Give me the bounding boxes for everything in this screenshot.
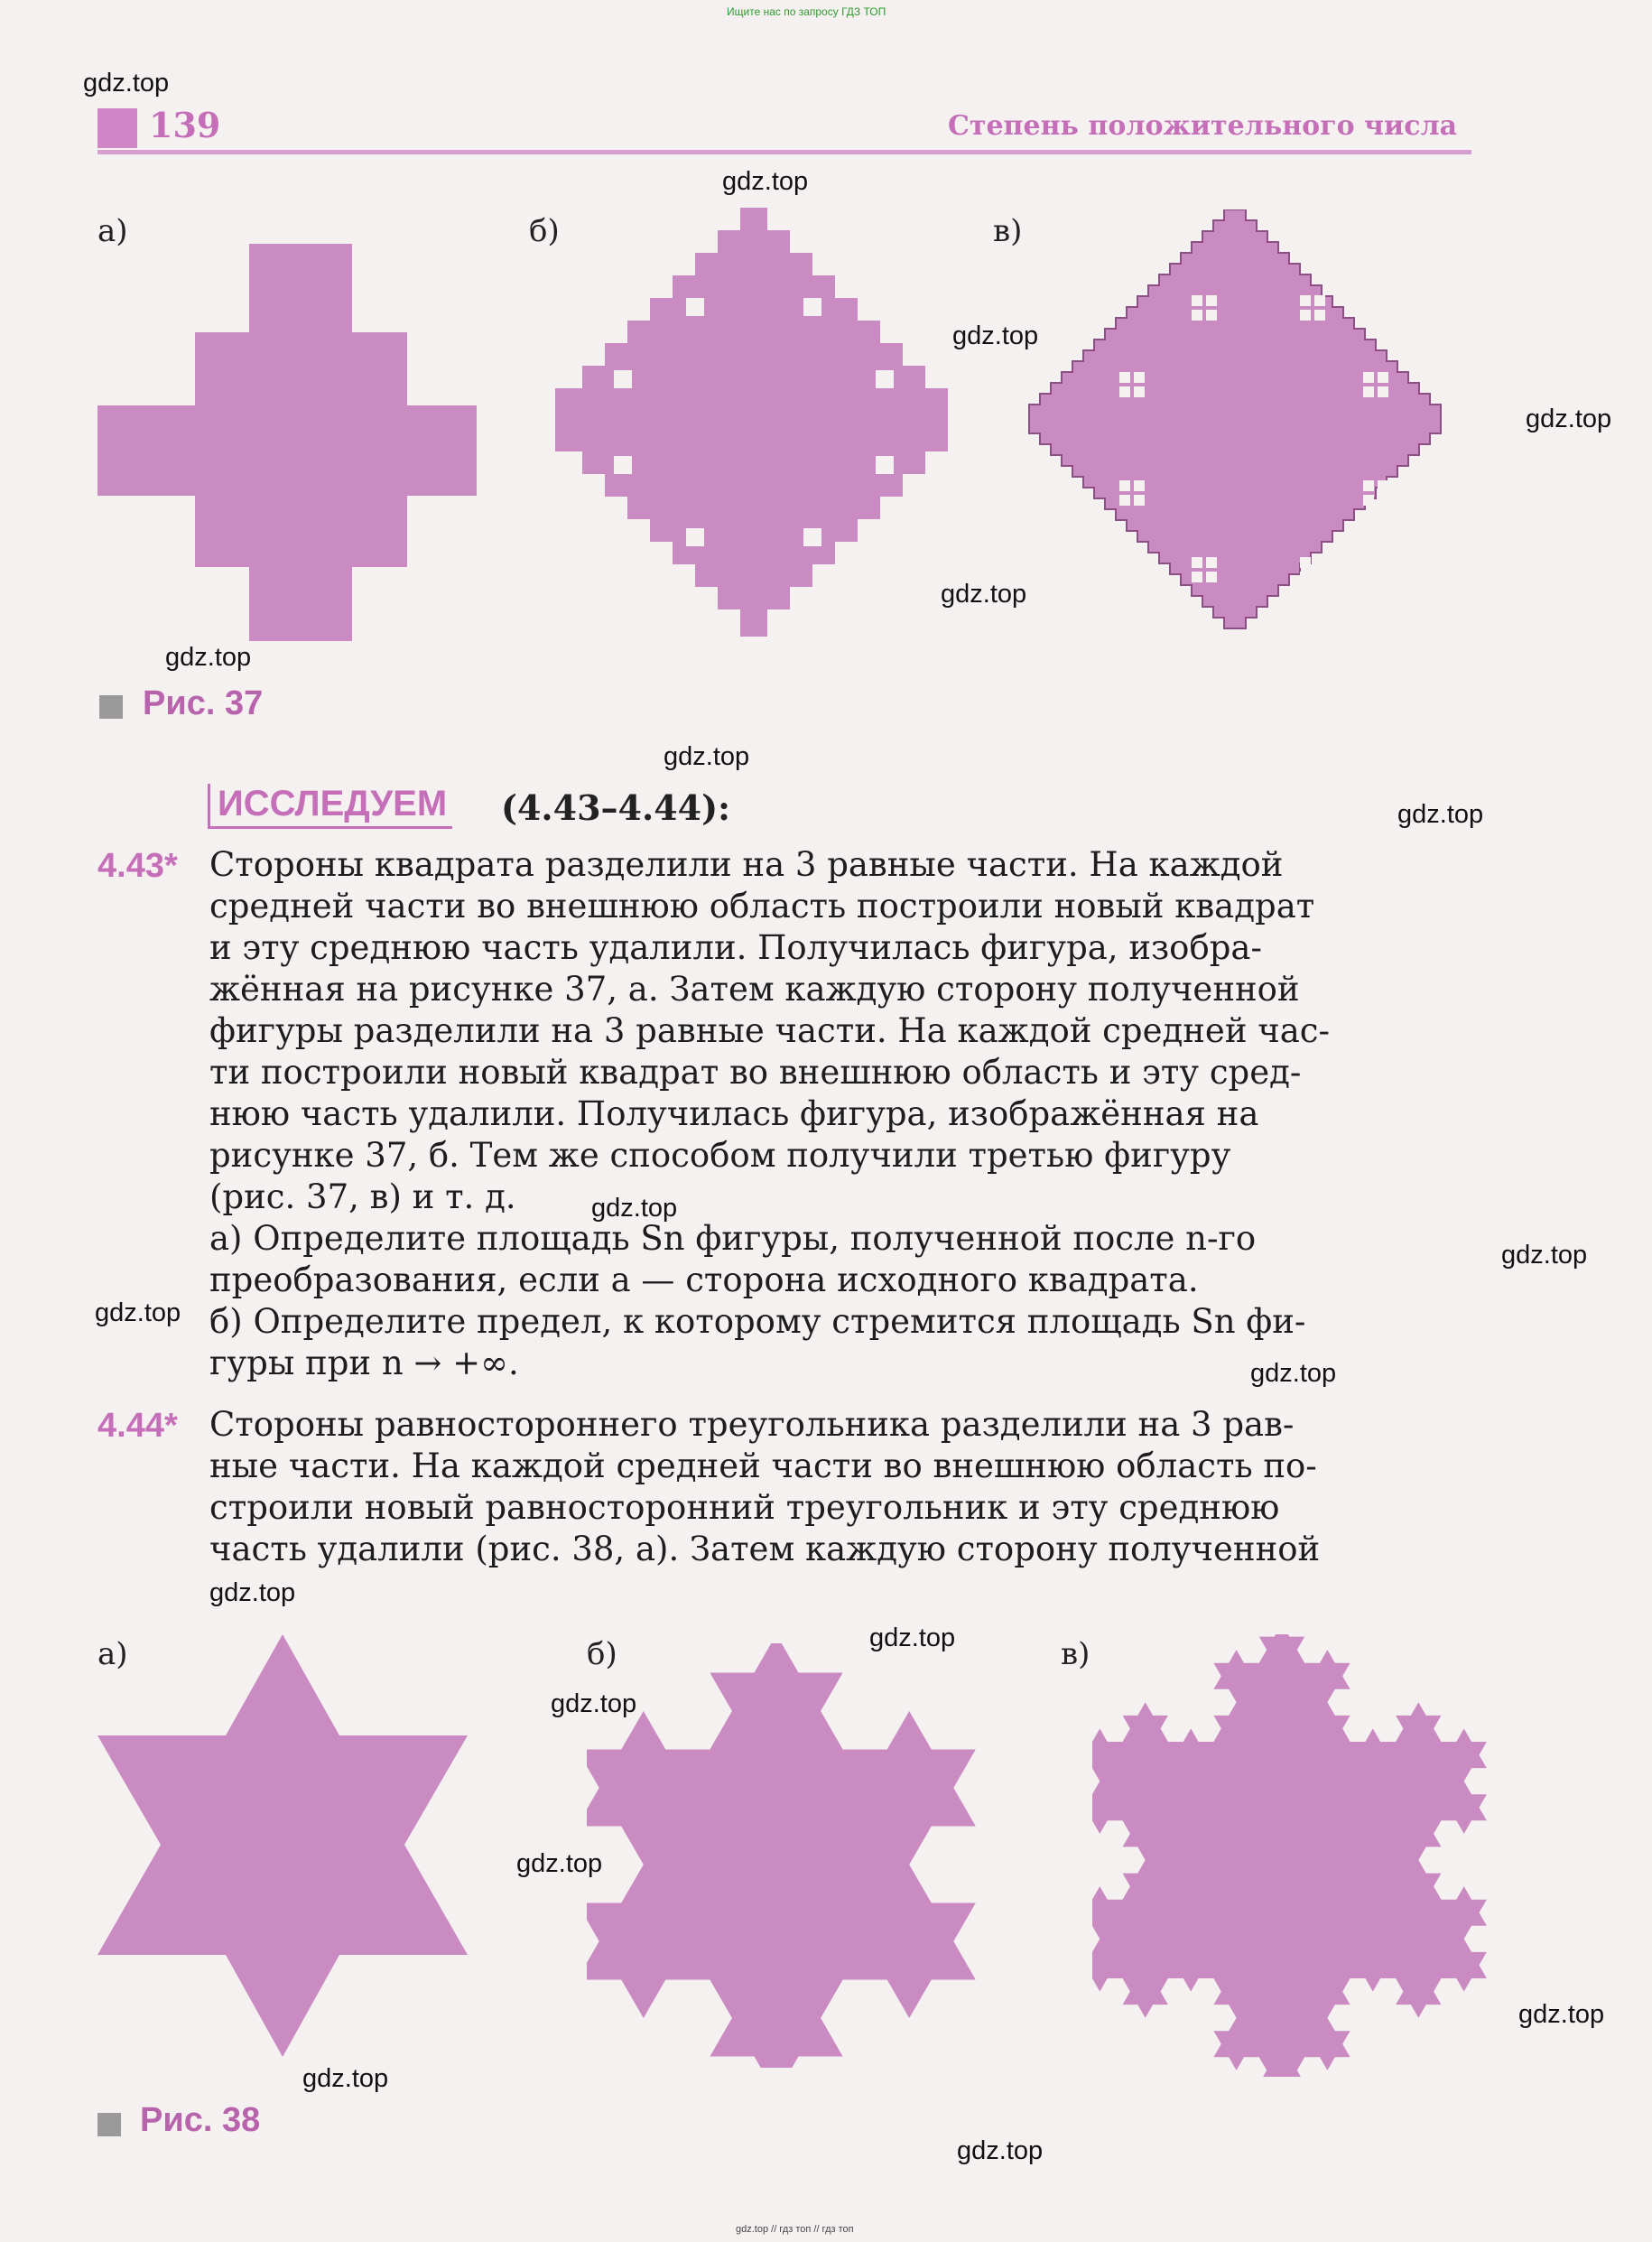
watermark: gdz.top: [209, 1578, 296, 1607]
watermark: gdz.top: [1518, 2000, 1605, 2029]
watermark: gdz.top: [957, 2136, 1044, 2165]
watermark: gdz.top: [1526, 405, 1612, 433]
problem-4-44-line: строили новый равносторонний треугольник и эту среднюю: [209, 1488, 1280, 1527]
fig37-label-c: в): [993, 213, 1023, 249]
problem-4-43-line: Стороны квадрата разделили на 3 равные части. На каждой: [209, 845, 1284, 884]
top-search-note: Ищите нас по запросу ГДЗ ТОП: [727, 5, 886, 18]
problem-4-43-line: средней части во внешнюю область построили новый квадрат: [209, 887, 1315, 926]
watermark: gdz.top: [302, 2064, 389, 2093]
page-number-marker: [97, 108, 137, 148]
problem-4-43-line: а) Определите площадь Sn фигуры, полученной после n-го: [209, 1219, 1257, 1258]
watermark: gdz.top: [516, 1849, 603, 1878]
section-title: ИССЛЕДУЕМ: [208, 784, 452, 829]
bottom-note: gdz.top // гдз топ // гдз топ: [736, 2224, 854, 2235]
problem-4-43-line: б) Определите предел, к которому стремится площадь Sn фи-: [209, 1302, 1306, 1341]
figure37b-stepped-figure: [537, 208, 970, 659]
figure38-caption-marker: [97, 2113, 121, 2136]
watermark: gdz.top: [83, 69, 170, 98]
fig37-label-a: а): [97, 213, 128, 249]
watermark: gdz.top: [941, 580, 1027, 609]
figure37-caption-marker: [99, 695, 123, 719]
problem-4-44-line: Стороны равностороннего треугольника разделили на 3 рав-: [209, 1405, 1295, 1444]
figure38a-star: [97, 1634, 477, 2068]
fig37-label-b: б): [529, 213, 560, 249]
problem-4-43-line: преобразования, если a — сторона исходного квадрата.: [209, 1261, 1199, 1299]
problem-4-43-line: рисунке 37, б. Тем же способом получили третью фигуру: [209, 1136, 1231, 1175]
watermark: gdz.top: [1250, 1359, 1337, 1388]
watermark: gdz.top: [591, 1194, 678, 1223]
figure37-caption: Рис. 37: [143, 684, 264, 722]
figure38b-koch-figure: [587, 1643, 984, 2068]
problem-4-44-line: часть удалили (рис. 38, а). Затем каждую сторону полученной: [209, 1530, 1321, 1568]
problem-4-43-line: гуры при n → +∞.: [209, 1344, 519, 1382]
watermark: gdz.top: [1501, 1241, 1588, 1270]
page-number: 139: [149, 105, 221, 145]
problem-4-43-line: (рис. 37, в) и т. д.: [209, 1177, 516, 1216]
watermark: gdz.top: [869, 1623, 956, 1652]
running-title: Степень положительного числа: [948, 110, 1458, 142]
watermark: gdz.top: [551, 1689, 637, 1718]
fig38-label-b: б): [587, 1636, 617, 1672]
section-range: (4.43–4.44):: [501, 787, 731, 828]
watermark: gdz.top: [95, 1298, 181, 1327]
problem-4-44-line: ные части. На каждой средней части во внешнюю область по-: [209, 1447, 1317, 1485]
problem-4-43-text: [209, 844, 1473, 1384]
problem-4-44-number: 4.44*: [97, 1407, 178, 1445]
figure37a-cross: [97, 244, 513, 641]
figure38-caption: Рис. 38: [140, 2101, 261, 2139]
problem-4-43-line: фигуры разделили на 3 равные части. На каждой средней час-: [209, 1011, 1330, 1050]
problem-4-44-text: [209, 1404, 1473, 1570]
problem-4-43-number: 4.43*: [97, 847, 178, 885]
figure38c-koch-figure: [1092, 1634, 1490, 2077]
fig38-label-c: в): [1061, 1636, 1091, 1672]
problem-4-43-line: ти построили новый квадрат во внешнюю область и эту сред-: [209, 1053, 1302, 1092]
watermark: gdz.top: [952, 321, 1039, 350]
watermark: gdz.top: [165, 643, 252, 672]
problem-4-43-line: и эту среднюю часть удалили. Получилась фигура, изобра-: [209, 928, 1262, 967]
problem-4-43-line: жённая на рисунке 37, а. Затем каждую сторону полученной: [209, 970, 1300, 1009]
fig38-label-a: а): [97, 1636, 128, 1672]
watermark: gdz.top: [722, 167, 809, 196]
watermark: gdz.top: [1397, 800, 1484, 829]
figure37c-stepped-figure: [1002, 209, 1471, 670]
watermark: gdz.top: [664, 742, 750, 771]
header-rule: [97, 150, 1471, 154]
problem-4-43-line: нюю часть удалили. Получилась фигура, изображённая на: [209, 1094, 1259, 1133]
